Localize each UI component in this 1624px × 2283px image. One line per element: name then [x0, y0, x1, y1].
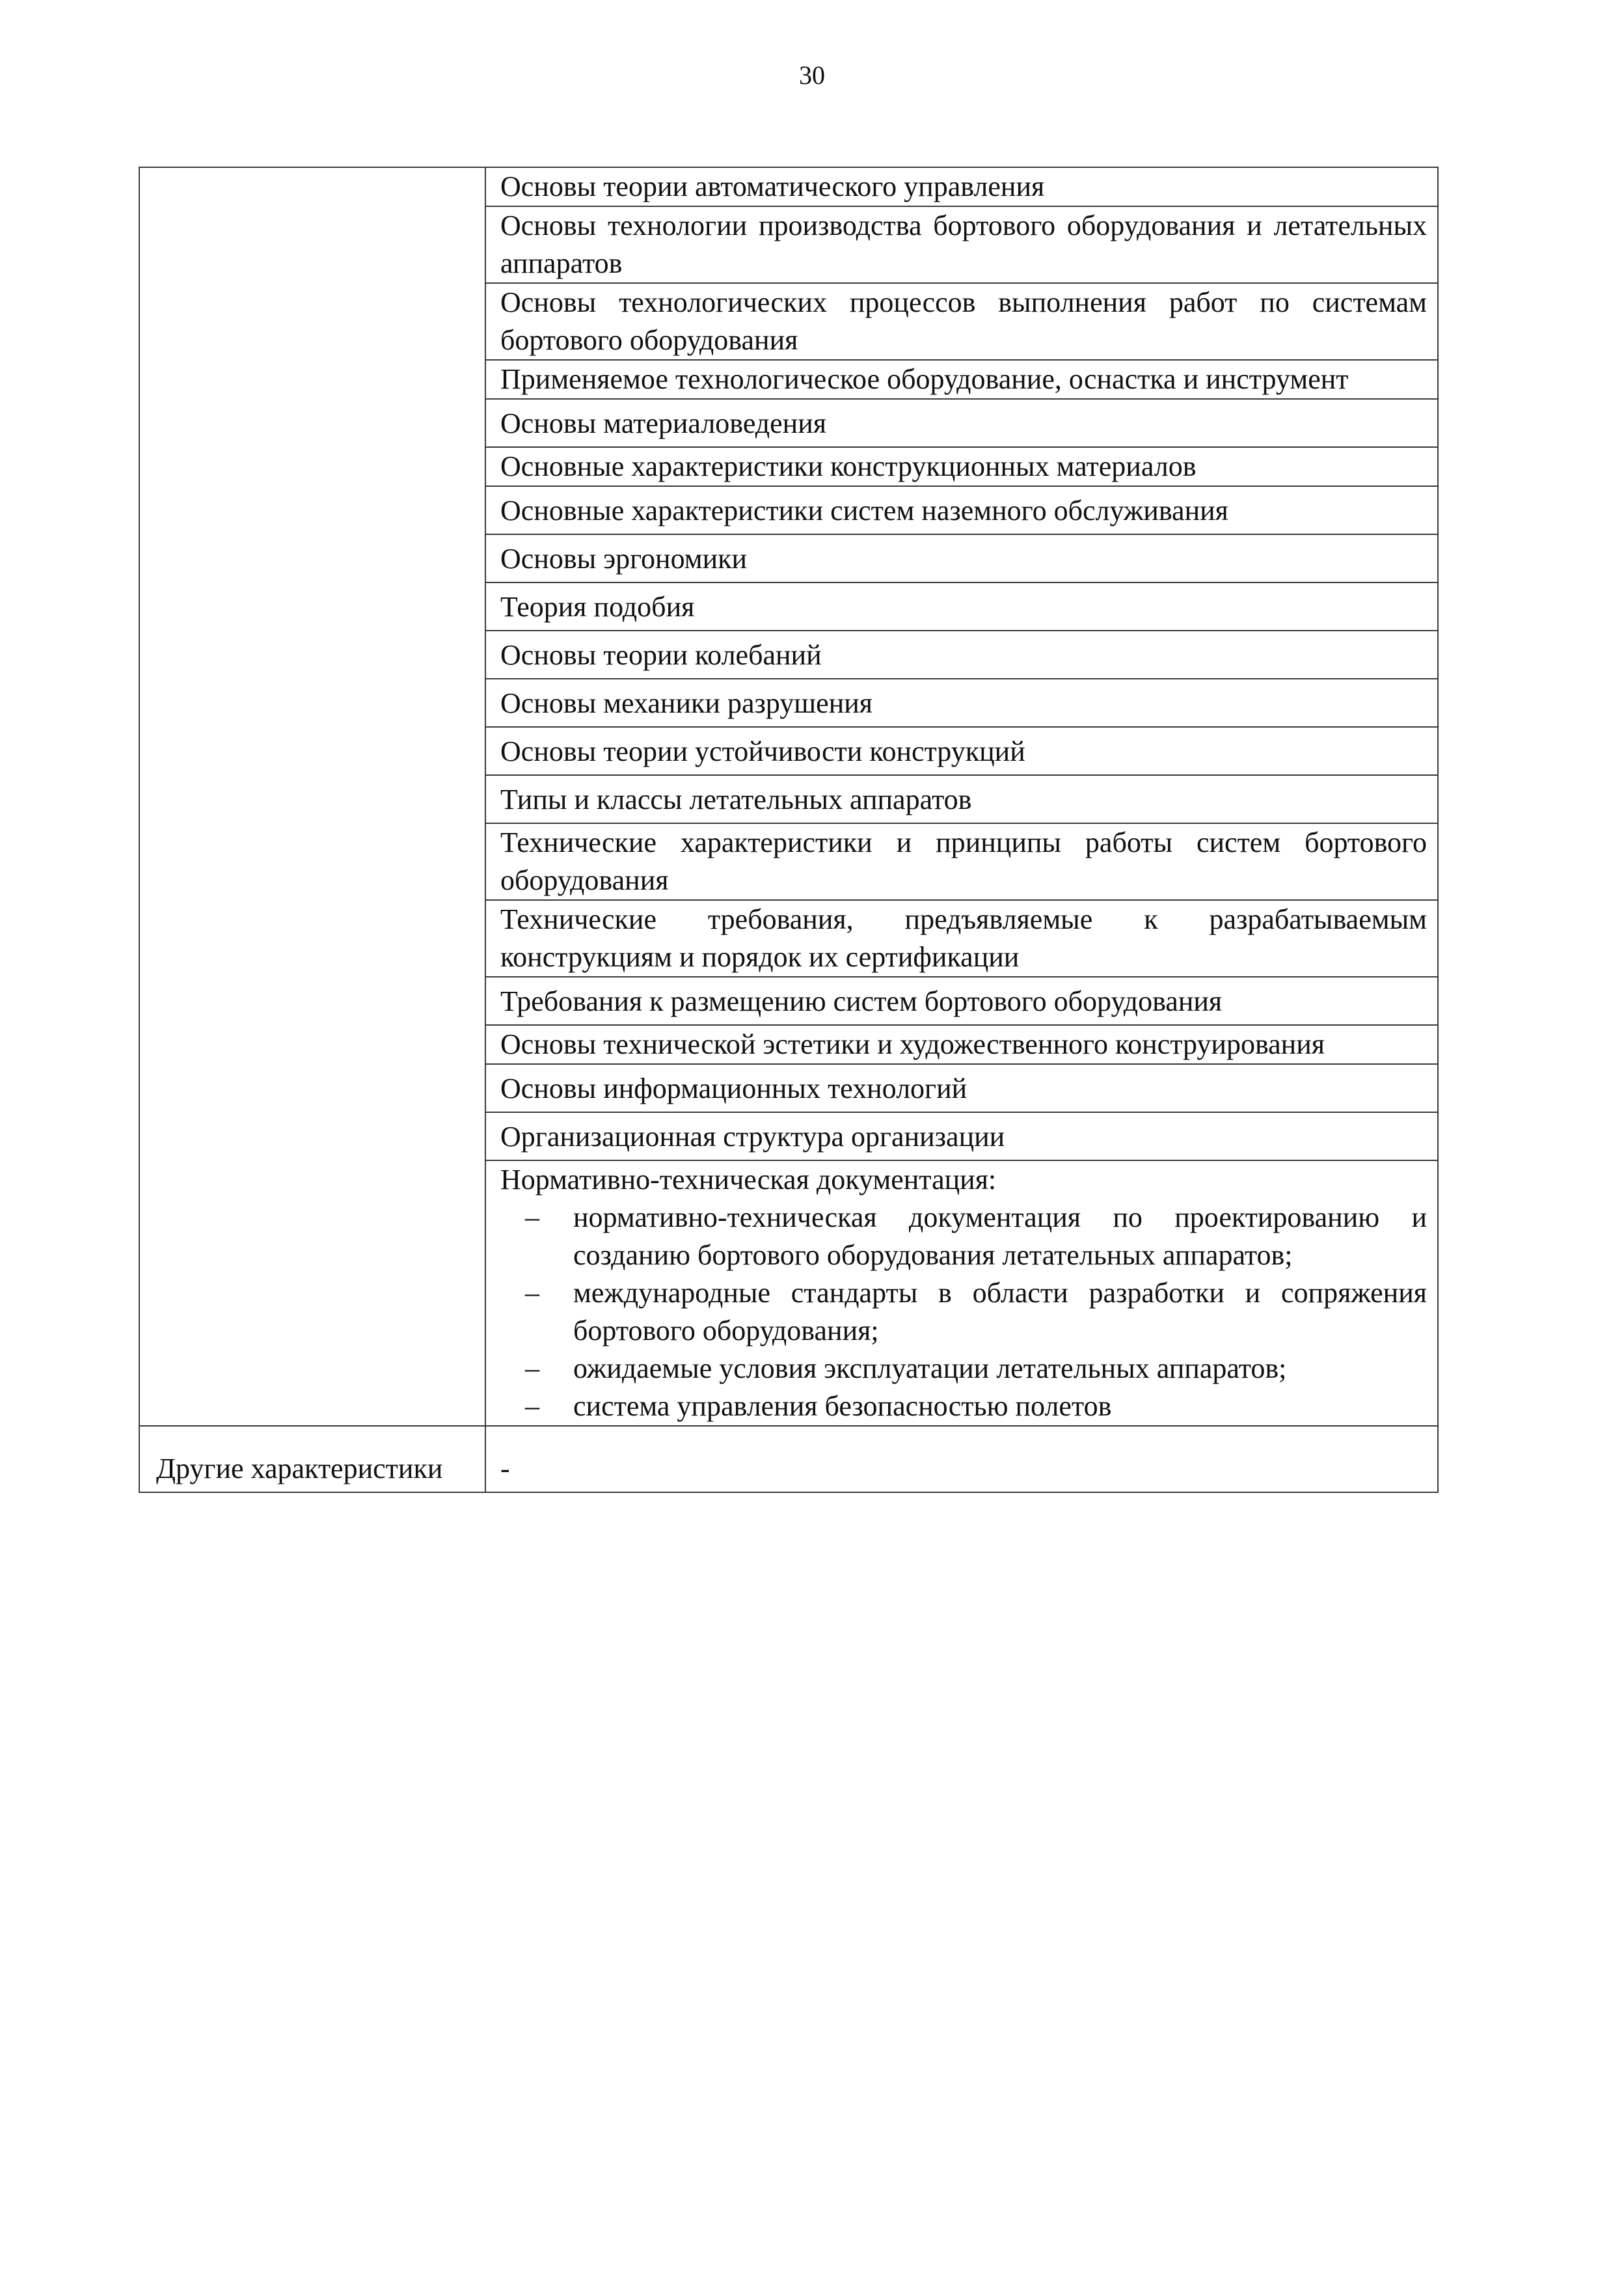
table-row — [139, 1426, 1438, 1492]
list-item-text: нормативно-техническая документация по проектированию и созданию бортового оборудования летательных аппаратов; — [573, 1201, 1427, 1271]
other-characteristics-value: - — [485, 1426, 1438, 1492]
knowledge-item: Теория подобия — [485, 582, 1438, 631]
left-empty-cell — [139, 167, 485, 1426]
knowledge-item: Основы технологии производства бортового оборудования и летательных аппаратов — [485, 206, 1438, 283]
knowledge-item: Требования к размещению систем бортового оборудования — [485, 977, 1438, 1025]
normative-docs-heading: Нормативно-техническая документация: — [500, 1164, 997, 1196]
knowledge-item: Основные характеристики систем наземного обслуживания — [485, 486, 1438, 534]
knowledge-item: Основы материаловедения — [485, 399, 1438, 447]
knowledge-item: Основы механики разрушения — [485, 679, 1438, 727]
knowledge-item: Основы технической эстетики и художественного конструирования — [485, 1025, 1438, 1064]
knowledge-item: Применяемое технологическое оборудование, оснастка и инструмент — [485, 360, 1438, 399]
knowledge-item: Основы технологических процессов выполнения работ по системам бортового оборудования — [485, 283, 1438, 360]
list-item-text: международные стандарты в области разработки и сопряжения бортового оборудования; — [573, 1277, 1427, 1347]
list-item — [500, 1274, 1427, 1350]
list-item-text: система управления безопасностью полетов — [573, 1390, 1112, 1422]
knowledge-item: Технические характеристики и принципы работы систем бортового оборудования — [485, 823, 1438, 900]
knowledge-item: Основы эргономики — [485, 534, 1438, 582]
other-characteristics-label: Другие характеристики — [139, 1426, 485, 1492]
page-number: 30 — [799, 61, 825, 90]
knowledge-item: Организационная структура организации — [485, 1112, 1438, 1160]
knowledge-item: Типы и классы летательных аппаратов — [485, 775, 1438, 823]
normative-docs-list — [500, 1199, 1427, 1425]
requirements-table — [139, 167, 1439, 1493]
dash-bullet: – — [525, 1201, 539, 1233]
list-item — [500, 1199, 1427, 1274]
dash-bullet: – — [525, 1390, 539, 1422]
knowledge-item: Технические требования, предъявляемые к разрабатываемым конструкциям и порядок их сертификации — [485, 900, 1438, 977]
dash-bullet: – — [525, 1277, 539, 1309]
dash-bullet: – — [525, 1352, 539, 1384]
list-item — [500, 1388, 1427, 1425]
knowledge-item: Основы теории колебаний — [485, 631, 1438, 679]
list-item — [500, 1350, 1427, 1388]
knowledge-item: Основные характеристики конструкционных материалов — [485, 447, 1438, 486]
list-item-text: ожидаемые условия эксплуатации летательных аппаратов; — [573, 1352, 1287, 1384]
table-row — [139, 167, 1438, 206]
normative-docs-cell — [485, 1160, 1438, 1426]
knowledge-item: Основы теории автоматического управления — [485, 167, 1438, 206]
knowledge-item: Основы теории устойчивости конструкций — [485, 727, 1438, 775]
knowledge-item: Основы информационных технологий — [485, 1064, 1438, 1112]
